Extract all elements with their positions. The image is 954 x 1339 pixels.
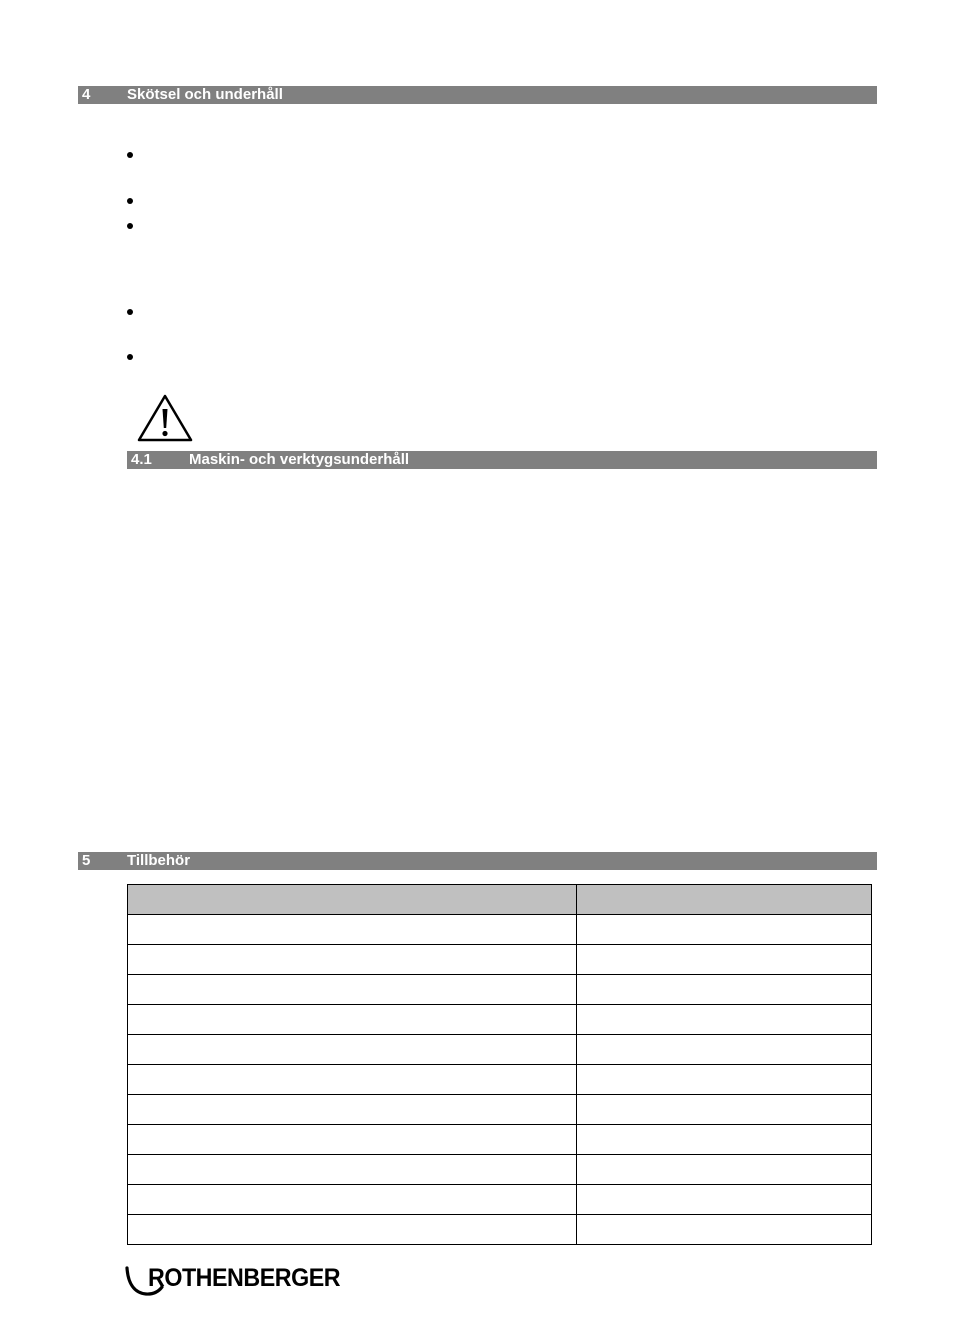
section-5-heading <box>78 852 877 870</box>
table-row <box>128 1005 872 1035</box>
section-5-number: 5 <box>82 852 91 869</box>
bullet-point-4 <box>127 309 133 315</box>
section-4-title: Skötsel och underhåll <box>127 86 283 103</box>
logo-brand-text: ROTHENBERGER <box>148 1264 341 1292</box>
table-cell <box>577 1215 872 1245</box>
table-row <box>128 1155 872 1185</box>
header-description <box>128 885 577 915</box>
section-5-title: Tillbehör <box>127 852 191 869</box>
table-cell <box>128 915 577 945</box>
table-row <box>128 975 872 1005</box>
section-4-1-heading <box>127 451 877 469</box>
section-4-1-title: Maskin- och verktygsunderhåll <box>189 451 410 468</box>
table-cell <box>577 945 872 975</box>
table-row <box>128 915 872 945</box>
table-row <box>128 1185 872 1215</box>
table-cell <box>128 1215 577 1245</box>
table-cell <box>128 945 577 975</box>
table-header-row <box>128 885 872 915</box>
table-cell <box>128 1155 577 1185</box>
section-4-number: 4 <box>82 86 91 103</box>
bullet-point-1 <box>127 152 133 158</box>
table-cell <box>128 1125 577 1155</box>
table-row <box>128 945 872 975</box>
header-article-number <box>577 885 872 915</box>
bullet-point-3 <box>127 223 133 229</box>
accessories-table <box>127 884 872 1245</box>
table-row <box>128 1095 872 1125</box>
table-cell <box>128 1065 577 1095</box>
table-cell <box>128 1035 577 1065</box>
table-cell <box>577 1005 872 1035</box>
section-4-heading <box>78 86 877 104</box>
rothenberger-logo <box>124 1263 364 1297</box>
table-row <box>128 1065 872 1095</box>
table-cell <box>128 1185 577 1215</box>
table-row <box>128 1215 872 1245</box>
table-row <box>128 1125 872 1155</box>
bullet-point-5 <box>127 354 133 360</box>
table-cell <box>128 975 577 1005</box>
table-cell <box>577 915 872 945</box>
table-cell <box>577 1065 872 1095</box>
table-cell <box>577 1095 872 1125</box>
table-cell <box>577 1125 872 1155</box>
table-cell <box>577 1185 872 1215</box>
table-cell <box>577 1155 872 1185</box>
table-cell <box>128 1005 577 1035</box>
section-4-1-number: 4.1 <box>131 451 152 468</box>
table-cell <box>577 1035 872 1065</box>
bullet-point-2 <box>127 198 133 204</box>
warning-triangle-icon <box>137 393 193 443</box>
table-cell <box>128 1095 577 1125</box>
table-row <box>128 1035 872 1065</box>
table-cell <box>577 975 872 1005</box>
